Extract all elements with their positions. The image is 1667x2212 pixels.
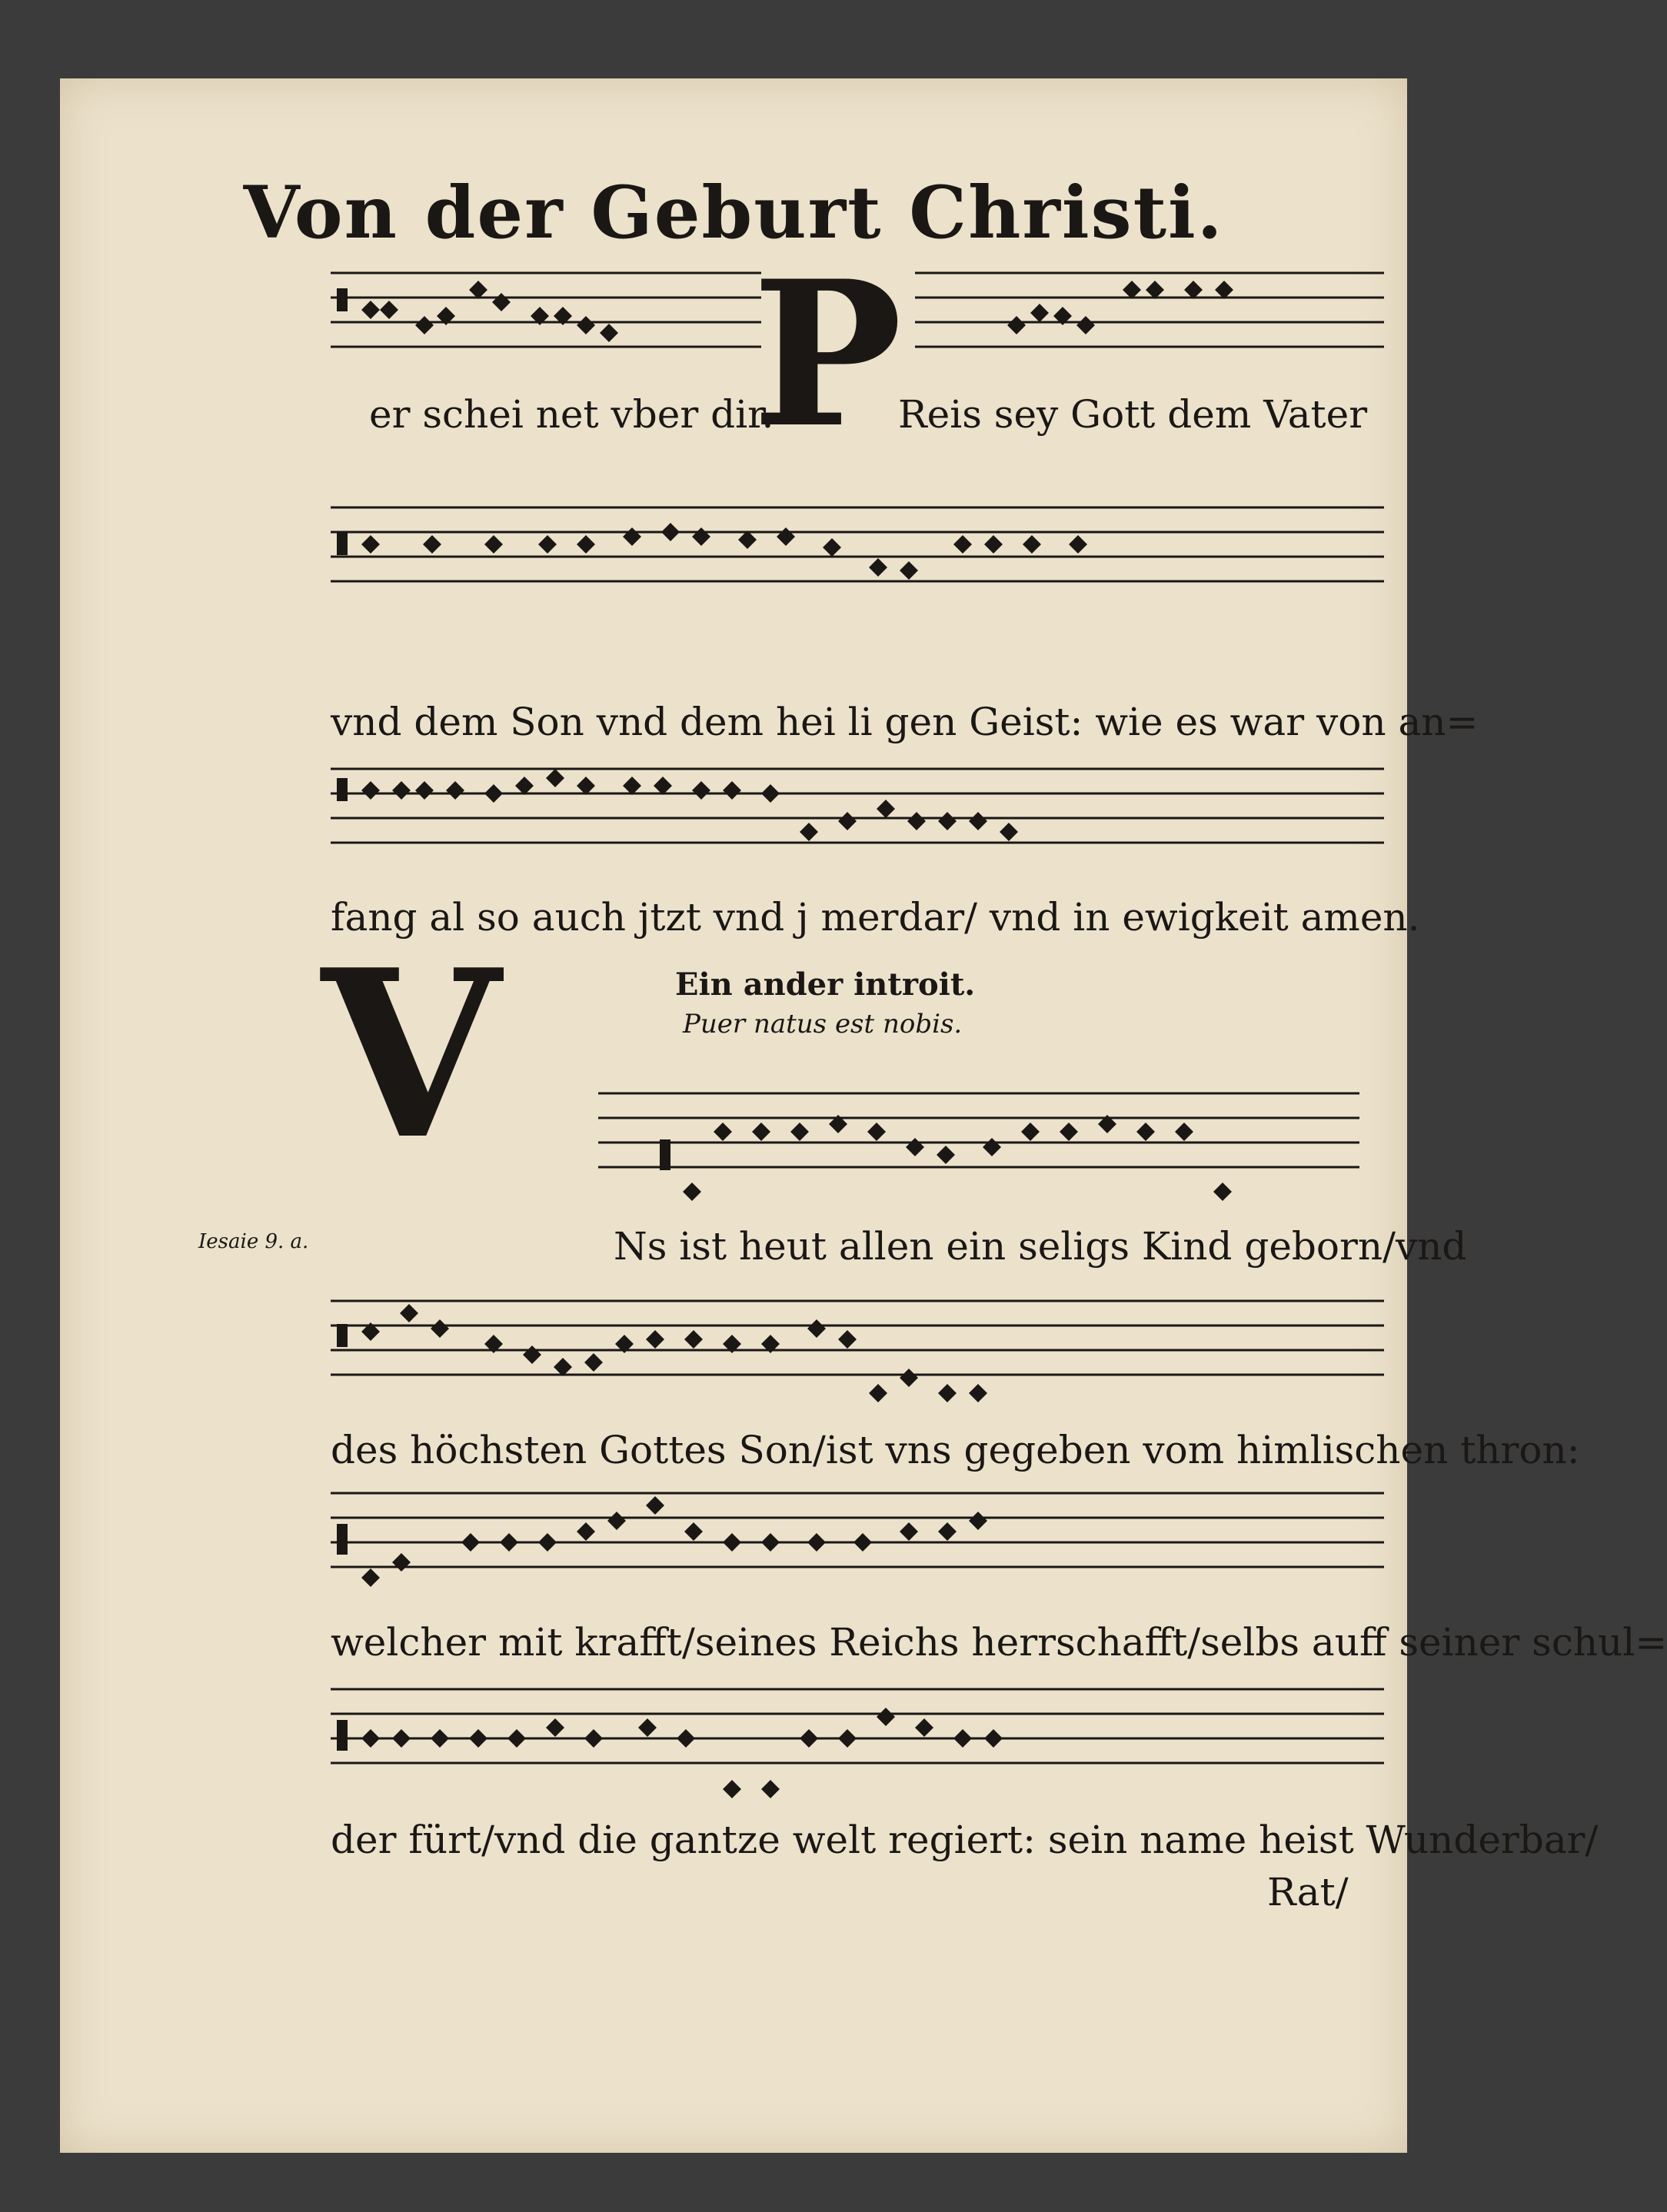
lyric-line-8: der fürt/vnd die gantze welt regiert: sein name heist Wunderbar/ <box>331 1818 1599 1862</box>
page-title: Von der Geburt Christi. <box>243 171 1224 255</box>
initial-letter-p: P <box>752 238 903 472</box>
lyric-line-4: fang al so auch jtzt vnd j merdar/ vnd in ewigkeit amen. <box>331 895 1420 940</box>
lyric-line-1: er schei net vber dir. <box>369 392 774 437</box>
initial-letter-v: V <box>321 919 501 1190</box>
music-staff-2 <box>331 494 1392 601</box>
catchword: Rat/ <box>1267 1870 1349 1914</box>
page <box>60 78 1667 2153</box>
lyric-line-2: Reis sey Gott dem Vater <box>898 392 1368 437</box>
margin-note: Iesaie 9. a. <box>198 1230 309 1253</box>
introit-heading: Ein ander introit. <box>675 966 976 1003</box>
lyric-line-6: des höchsten Gottes Son/ist vns gegeben vom himlischen thron: <box>331 1428 1580 1472</box>
lyric-line-5: Ns ist heut allen ein seligs Kind geborn/vnd <box>614 1224 1467 1269</box>
music-staff-4 <box>598 1063 1367 1216</box>
music-staff-5 <box>331 1286 1392 1416</box>
lyric-line-7: welcher mit krafft/seines Reichs herrschafft/selbs auff seiner schul= <box>331 1620 1667 1665</box>
music-staff-6 <box>331 1478 1392 1608</box>
music-staff-7 <box>331 1674 1392 1805</box>
music-staff-3 <box>331 755 1392 870</box>
introit-subtitle: Puer natus est nobis. <box>683 1009 963 1039</box>
lyric-line-3: vnd dem Son vnd dem hei li gen Geist: wie es war von an= <box>331 700 1479 744</box>
